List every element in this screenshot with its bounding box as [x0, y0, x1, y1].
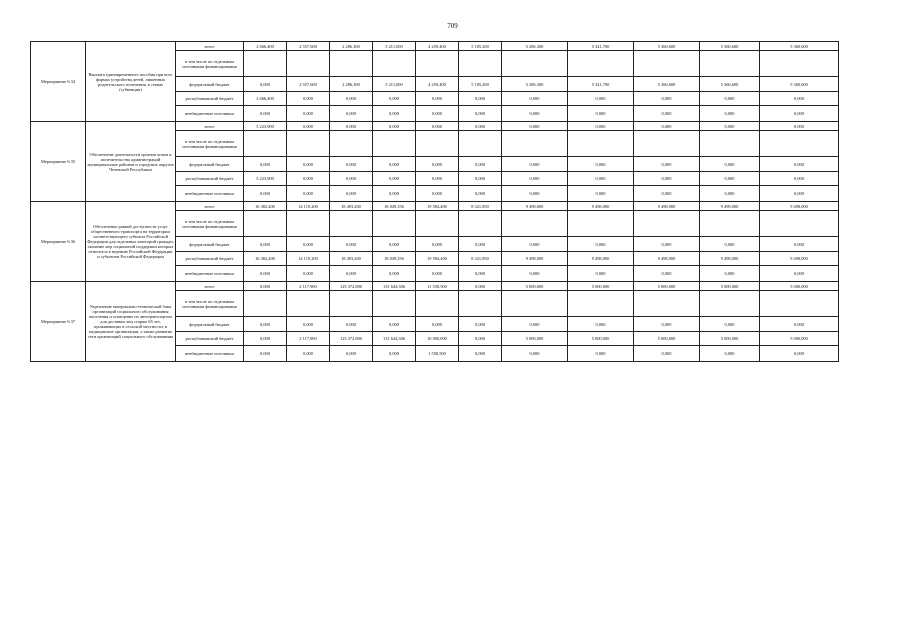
amount-cell: 125 372,800	[330, 332, 373, 346]
amount-cell: 0,000	[459, 332, 502, 346]
amount-cell: 0,000	[634, 92, 700, 106]
amount-cell: 0,000	[760, 92, 839, 106]
amount-cell: 0,000	[502, 92, 568, 106]
amount-cell	[502, 51, 568, 77]
amount-cell: 0,000	[568, 92, 634, 106]
funding-source: всего	[176, 122, 244, 131]
amount-cell: 0,000	[373, 346, 416, 362]
amount-cell: 0,000	[373, 122, 416, 131]
funding-source: внебюджетные источники	[176, 106, 244, 122]
amount-cell	[287, 51, 330, 77]
amount-cell: 0,000	[287, 157, 330, 172]
amount-cell: 0,000	[459, 122, 502, 131]
amount-cell: 0,000	[634, 172, 700, 186]
amount-cell: 0,000	[416, 172, 459, 186]
amount-cell: 0,000	[373, 172, 416, 186]
amount-cell: 0,000	[330, 266, 373, 282]
amount-cell: 5 185,200	[459, 77, 502, 92]
amount-cell: 11 558,500	[416, 282, 459, 291]
amount-cell: 5 000,000	[760, 282, 839, 291]
amount-cell: 0,000	[568, 186, 634, 202]
amount-cell: 0,000	[459, 157, 502, 172]
amount-cell: 0,000	[568, 237, 634, 252]
amount-cell: 16 382,400	[244, 252, 287, 266]
amount-cell: 0,000	[700, 172, 760, 186]
amount-cell	[416, 51, 459, 77]
amount-cell	[700, 51, 760, 77]
event-description: Обеспечение равной доступности услуг общественного транспорта на территории соответствующего субъекта Российской Федерации для отдельных категорий граждан, оказание мер социальной поддержки которых относится к ведению Российской Федерации и субъектов Российской Федерации	[86, 202, 176, 282]
amount-cell	[459, 51, 502, 77]
amount-cell: 0,000	[459, 237, 502, 252]
amount-cell: 5 000,000	[700, 332, 760, 346]
amount-cell	[330, 51, 373, 77]
amount-cell: 0,000	[244, 237, 287, 252]
amount-cell: 9 498,000	[568, 202, 634, 211]
amount-cell	[459, 211, 502, 237]
amount-cell: 18 493,200	[330, 252, 373, 266]
amount-cell: 0,000	[416, 266, 459, 282]
amount-cell	[373, 51, 416, 77]
amount-cell: 4 259,400	[416, 42, 459, 51]
funding-source: федеральный бюджет	[176, 157, 244, 172]
amount-cell: 2 666,400	[244, 92, 287, 106]
amount-cell: 5 211,000	[373, 77, 416, 92]
amount-cell	[760, 131, 839, 157]
amount-cell: 0,000	[330, 237, 373, 252]
amount-cell: 0,000	[244, 282, 287, 291]
amount-cell: 1 558,500	[416, 346, 459, 362]
amount-cell: 18 493,200	[330, 202, 373, 211]
amount-cell	[373, 211, 416, 237]
amount-cell: 0,000	[568, 106, 634, 122]
amount-cell: 0,000	[330, 172, 373, 186]
amount-cell: 0,000	[568, 157, 634, 172]
amount-cell: 0,000	[700, 266, 760, 282]
amount-cell: 0,000	[244, 186, 287, 202]
amount-cell: 2 117,900	[287, 332, 330, 346]
amount-cell: 14 119,200	[287, 202, 330, 211]
amount-cell: 5 000,000	[568, 282, 634, 291]
amount-cell: 9 498,000	[760, 202, 839, 211]
funding-source: в том числе по отдельным источникам финансирования	[176, 131, 244, 157]
amount-cell: 0,000	[459, 186, 502, 202]
amount-cell: 9 498,000	[568, 252, 634, 266]
amount-cell: 0,000	[244, 77, 287, 92]
amount-cell: 16 382,400	[244, 202, 287, 211]
amount-cell	[330, 131, 373, 157]
amount-cell: 5 223,900	[244, 172, 287, 186]
amount-cell: 0,000	[459, 106, 502, 122]
table-row	[31, 42, 839, 51]
amount-cell: 0,000	[459, 266, 502, 282]
amount-cell: 5 341,700	[568, 42, 634, 51]
amount-cell: 5 000,000	[700, 282, 760, 291]
amount-cell	[244, 131, 287, 157]
amount-cell: 9 498,000	[700, 202, 760, 211]
amount-cell: 0,000	[244, 317, 287, 332]
amount-cell: 0,000	[287, 186, 330, 202]
amount-cell: 0,000	[373, 106, 416, 122]
amount-cell: 125 372,800	[330, 282, 373, 291]
funding-source: в том числе по отдельным источникам финансирования	[176, 51, 244, 77]
amount-cell: 0,000	[634, 237, 700, 252]
amount-cell: 5 360,600	[700, 77, 760, 92]
amount-cell: 0,000	[416, 92, 459, 106]
funding-source: республиканский бюджет	[176, 172, 244, 186]
amount-cell: 0,000	[330, 106, 373, 122]
amount-cell	[373, 291, 416, 317]
amount-cell: 0,000	[287, 317, 330, 332]
amount-cell	[634, 131, 700, 157]
amount-cell: 5 000,000	[568, 332, 634, 346]
amount-cell: 18 049,356	[373, 252, 416, 266]
amount-cell: 9 498,000	[502, 252, 568, 266]
amount-cell: 0,000	[287, 346, 330, 362]
amount-cell: 0,000	[373, 317, 416, 332]
funding-source: федеральный бюджет	[176, 237, 244, 252]
amount-cell	[287, 211, 330, 237]
funding-source: республиканский бюджет	[176, 252, 244, 266]
amount-cell: 0,000	[416, 157, 459, 172]
amount-cell: 18 049,356	[373, 202, 416, 211]
amount-cell: 0,000	[244, 106, 287, 122]
amount-cell: 0,000	[568, 266, 634, 282]
table-row	[31, 282, 839, 291]
amount-cell: 0,000	[634, 122, 700, 131]
amount-cell: 0,000	[568, 172, 634, 186]
amount-cell: 0,000	[700, 106, 760, 122]
amount-cell: 2 286,300	[330, 42, 373, 51]
amount-cell	[330, 211, 373, 237]
amount-cell: 0,000	[330, 317, 373, 332]
amount-cell: 131 644,306	[373, 282, 416, 291]
amount-cell	[568, 211, 634, 237]
amount-cell: 0,000	[287, 92, 330, 106]
amount-cell: 0,000	[502, 106, 568, 122]
amount-cell: 0,000	[330, 157, 373, 172]
amount-cell: 0,000	[760, 346, 839, 362]
amount-cell: 2 286,300	[330, 77, 373, 92]
amount-cell: 0,000	[502, 122, 568, 131]
amount-cell: 5 360,600	[760, 77, 839, 92]
amount-cell	[700, 131, 760, 157]
amount-cell: 0,000	[287, 106, 330, 122]
amount-cell: 0,000	[287, 122, 330, 131]
amount-cell: 0,000	[244, 346, 287, 362]
amount-cell: 0,000	[244, 266, 287, 282]
amount-cell	[459, 131, 502, 157]
amount-cell: 0,000	[459, 346, 502, 362]
amount-cell	[502, 211, 568, 237]
amount-cell: 2 117,900	[287, 282, 330, 291]
event-name: Мероприятие 6.34	[31, 42, 86, 122]
amount-cell: 0,000	[634, 317, 700, 332]
amount-cell: 5 185,200	[459, 42, 502, 51]
amount-cell: 0,000	[459, 172, 502, 186]
amount-cell: 8 321,850	[459, 252, 502, 266]
amount-cell: 0,000	[760, 317, 839, 332]
amount-cell: 0,000	[634, 186, 700, 202]
amount-cell: 5 360,600	[634, 42, 700, 51]
amount-cell: 0,000	[700, 157, 760, 172]
amount-cell: 10 000,000	[416, 332, 459, 346]
amount-cell: 19 584,400	[416, 252, 459, 266]
amount-cell	[244, 291, 287, 317]
amount-cell: 9 498,000	[700, 252, 760, 266]
amount-cell: 0,000	[373, 92, 416, 106]
amount-cell: 14 119,200	[287, 252, 330, 266]
amount-cell: 0,000	[634, 266, 700, 282]
funding-source: федеральный бюджет	[176, 317, 244, 332]
amount-cell: 0,000	[568, 317, 634, 332]
amount-cell: 0,000	[700, 122, 760, 131]
amount-cell	[634, 291, 700, 317]
amount-cell: 0,000	[760, 186, 839, 202]
amount-cell: 0,000	[700, 346, 760, 362]
amount-cell: 5 000,000	[760, 332, 839, 346]
amount-cell: 0,000	[459, 282, 502, 291]
amount-cell: 0,000	[502, 317, 568, 332]
amount-cell	[373, 131, 416, 157]
amount-cell: 0,000	[330, 92, 373, 106]
amount-cell	[416, 291, 459, 317]
amount-cell: 5 341,700	[568, 77, 634, 92]
funding-source: в том числе по отдельным источникам финансирования	[176, 211, 244, 237]
amount-cell: 0,000	[502, 346, 568, 362]
amount-cell: 19 584,400	[416, 202, 459, 211]
amount-cell: 0,000	[287, 266, 330, 282]
funding-source: федеральный бюджет	[176, 77, 244, 92]
amount-cell	[502, 291, 568, 317]
amount-cell: 2 557,600	[287, 77, 330, 92]
event-description: Обеспечение деятельности органов опеки и попечительства администраций муниципальных районов и городских округов Чеченской Республики	[86, 122, 176, 202]
amount-cell: 0,000	[760, 266, 839, 282]
amount-cell	[416, 131, 459, 157]
amount-cell	[568, 51, 634, 77]
amount-cell: 0,000	[416, 106, 459, 122]
amount-cell: 0,000	[330, 346, 373, 362]
event-name: Мероприятие 6.35	[31, 122, 86, 202]
amount-cell: 8 321,850	[459, 202, 502, 211]
amount-cell: 0,000	[760, 106, 839, 122]
amount-cell: 0,000	[244, 157, 287, 172]
funding-source: всего	[176, 42, 244, 51]
amount-cell: 0,000	[416, 317, 459, 332]
amount-cell	[459, 291, 502, 317]
amount-cell: 5 223,900	[244, 122, 287, 131]
amount-cell: 0,000	[568, 346, 634, 362]
amount-cell	[287, 131, 330, 157]
amount-cell: 5 360,600	[760, 42, 839, 51]
amount-cell: 9 498,000	[502, 202, 568, 211]
amount-cell: 0,000	[502, 186, 568, 202]
amount-cell: 0,000	[244, 332, 287, 346]
amount-cell: 0,000	[459, 317, 502, 332]
amount-cell: 0,000	[700, 92, 760, 106]
table-row	[31, 122, 839, 131]
amount-cell: 0,000	[760, 157, 839, 172]
amount-cell: 5 000,000	[634, 332, 700, 346]
amount-cell	[287, 291, 330, 317]
amount-cell: 0,000	[287, 172, 330, 186]
amount-cell	[760, 51, 839, 77]
amount-cell: 0,000	[502, 157, 568, 172]
amount-cell	[244, 211, 287, 237]
amount-cell	[760, 211, 839, 237]
amount-cell	[568, 131, 634, 157]
amount-cell: 5 360,600	[634, 77, 700, 92]
amount-cell: 0,000	[459, 92, 502, 106]
amount-cell	[634, 51, 700, 77]
amount-cell: 0,000	[700, 317, 760, 332]
amount-cell	[700, 291, 760, 317]
amount-cell: 0,000	[287, 237, 330, 252]
amount-cell: 0,000	[634, 157, 700, 172]
amount-cell: 131 644,306	[373, 332, 416, 346]
amount-cell: 0,000	[502, 237, 568, 252]
funding-source: всего	[176, 282, 244, 291]
event-name: Мероприятие 6.37	[31, 282, 86, 362]
amount-cell: 2 557,600	[287, 42, 330, 51]
amount-cell	[502, 131, 568, 157]
amount-cell: 5 000,000	[502, 332, 568, 346]
amount-cell: 0,000	[416, 237, 459, 252]
amount-cell: 5 360,600	[700, 42, 760, 51]
funding-source: всего	[176, 202, 244, 211]
amount-cell: 2 666,400	[244, 42, 287, 51]
funding-source: в том числе по отдельным источникам финансирования	[176, 291, 244, 317]
funding-source: внебюджетные источники	[176, 266, 244, 282]
amount-cell: 0,000	[416, 122, 459, 131]
amount-cell	[634, 211, 700, 237]
amount-cell: 0,000	[634, 106, 700, 122]
amount-cell: 0,000	[568, 122, 634, 131]
amount-cell: 5 211,000	[373, 42, 416, 51]
amount-cell: 0,000	[502, 266, 568, 282]
amount-cell	[416, 211, 459, 237]
amount-cell: 0,000	[700, 237, 760, 252]
amount-cell: 0,000	[373, 186, 416, 202]
amount-cell: 0,000	[373, 237, 416, 252]
amount-cell: 0,000	[634, 346, 700, 362]
event-description: Выплата единовременного пособия при всех формах устройства детей, лишенных родительского попечения, в семью (субвенции)	[86, 42, 176, 122]
amount-cell: 0,000	[373, 266, 416, 282]
page-number: 709	[447, 22, 458, 30]
amount-cell: 4 259,400	[416, 77, 459, 92]
amount-cell: 5 000,000	[634, 282, 700, 291]
table-row	[31, 202, 839, 211]
amount-cell	[700, 211, 760, 237]
budget-table	[30, 41, 839, 362]
amount-cell	[330, 291, 373, 317]
amount-cell	[568, 291, 634, 317]
funding-source: республиканский бюджет	[176, 92, 244, 106]
funding-source: внебюджетные источники	[176, 186, 244, 202]
amount-cell: 0,000	[760, 237, 839, 252]
event-name: Мероприятие 6.36	[31, 202, 86, 282]
funding-source: внебюджетные источники	[176, 346, 244, 362]
amount-cell: 0,000	[330, 186, 373, 202]
event-description: Укрепление материально-технической базы организаций социального обслуживания населения и оснащение их автотранспортом для доставки лиц старше 65 лет, проживающих в сельской местности, в медицинские организации, а также развитие сети организаций социального обслуживания	[86, 282, 176, 362]
amount-cell: 0,000	[416, 186, 459, 202]
amount-cell: 0,000	[760, 122, 839, 131]
amount-cell: 0,000	[373, 157, 416, 172]
amount-cell: 9 498,000	[760, 252, 839, 266]
amount-cell	[760, 291, 839, 317]
amount-cell: 0,000	[330, 122, 373, 131]
amount-cell: 5 286,300	[502, 77, 568, 92]
amount-cell: 5 286,300	[502, 42, 568, 51]
funding-source: республиканский бюджет	[176, 332, 244, 346]
amount-cell: 9 498,000	[634, 252, 700, 266]
amount-cell: 0,000	[502, 172, 568, 186]
amount-cell	[244, 51, 287, 77]
amount-cell: 0,000	[760, 172, 839, 186]
amount-cell: 0,000	[700, 186, 760, 202]
amount-cell: 9 498,000	[634, 202, 700, 211]
amount-cell: 5 000,000	[502, 282, 568, 291]
